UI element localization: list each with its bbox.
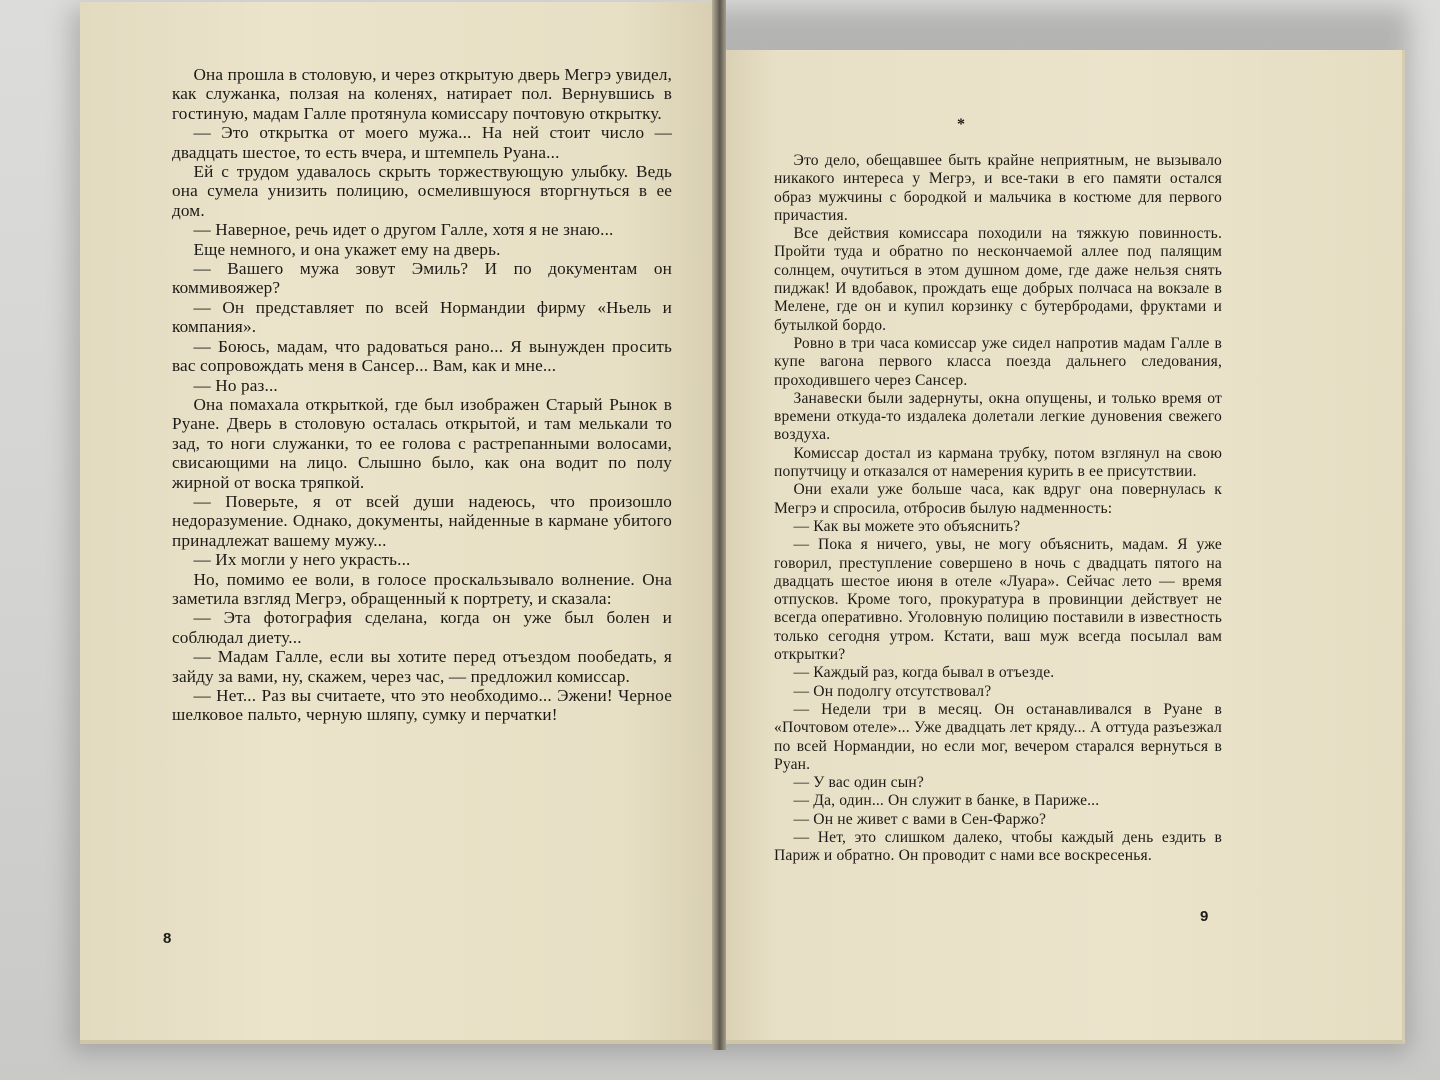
paragraph: — Да, один... Он служит в банке, в Париже...	[793, 792, 1100, 810]
paragraph: — Нет, это слишком далеко, чтобы каждый день ездить в Париж и обратно. Он проводит с нами все воскресенья.	[774, 828, 1222, 865]
paragraph: — Наверное, речь идет о другом Галле, хотя я не знаю...	[193, 220, 614, 240]
paragraph: — Вашего мужа зовут Эмиль? И по документам он коммивояжер?	[172, 259, 672, 298]
right-page	[722, 50, 1405, 1044]
paragraph: Комиссар достал из кармана трубку, потом взглянул на свою попутчицу и отказался от намерения курить в ее присутствии.	[774, 444, 1222, 481]
paragraph: — Он не живет с вами в Сен-Фаржо?	[793, 810, 1047, 828]
paragraph: — Мадам Галле, если вы хотите перед отъездом пообедать, я зайду за вами, ну, скажем, через час, — предложил комиссар.	[172, 647, 672, 686]
section-separator: *	[957, 116, 965, 133]
paragraph: — Эта фотография сделана, когда он уже был болен и соблюдал диету...	[172, 608, 672, 647]
paragraph: — Пока я ничего, увы, не могу объяснить, мадам. Я уже говорил, преступление совершено в ночь с двадцать пятого на двадцать шестое июня в отеле «Луара». Сейчас лето — время отпусков. Кроме того, прокуратура в провинции действует не всегда оперативно. Уголовную полицию поставили в известность только сегодня утром. Кстати, ваш муж всегда посылал вам открытки?	[774, 536, 1222, 664]
paragraph: Она прошла в столовую, и через открытую дверь Мегрэ увидел, как служанка, ползая на коленях, натирает пол. Вернувшись в гостиную, мадам Галле протянула комиссару почтовую открытку.	[172, 65, 672, 123]
paragraph: Это дело, обещавшее быть крайне неприятным, не вызывало никакого интереса у Мегрэ, и все-таки в его памяти остался образ мужчины с бородкой и мальчика в костюме для первого причастия.	[774, 152, 1222, 224]
paragraph: — Как вы можете это объяснить?	[793, 517, 1021, 535]
paragraph: — Нет... Раз вы считаете, что это необходимо... Эжени! Черное шелковое пальто, черную шляпу, сумку и перчатки!	[172, 686, 672, 725]
page-number-left: 8	[163, 930, 172, 947]
paragraph: — Боюсь, мадам, что радоваться рано... Я вынужден просить вас сопровождать меня в Сансер... Вам, как и мне...	[172, 336, 672, 376]
paragraph: Она помахала открыткой, где был изображен Старый Рынок в Руане. Дверь в столовую осталась открытой, и там мелькали то зад, то ноги служанки, то ее голова с растрепанными волосами, свисающими на лицо. Слышно было, как она водит по полу жирной от воска тряпкой.	[172, 394, 672, 492]
right-page-text	[774, 152, 1222, 866]
paragraph: Ровно в три часа комиссар уже сидел напротив мадам Галле в купе вагона первого класса поезда дальнего следования, проходившего через Сансер.	[774, 334, 1222, 389]
paragraph: — Это открытка от моего мужа... На ней стоит число — двадцать шестое, то есть вчера, и штемпель Руана...	[172, 123, 672, 162]
paragraph: — Он представляет по всей Нормандии фирму «Ньель и компания».	[172, 297, 672, 337]
paragraph: — Их могли у него украсть...	[193, 550, 411, 570]
paragraph: Еще немного, и она укажет ему на дверь.	[193, 239, 501, 259]
paragraph: — Он подолгу отсутствовал?	[793, 682, 992, 700]
book-gutter	[712, 0, 726, 1050]
paragraph: Занавески были задернуты, окна опущены, и только время от времени откуда-то издалека долетали легкие дуновения свежего воздуха.	[774, 389, 1222, 444]
left-page	[80, 2, 716, 1044]
paragraph: — Каждый раз, когда бывал в отъезде.	[793, 664, 1055, 682]
paragraph: Они ехали уже больше часа, как вдруг она повернулась к Мегрэ и спросила, отбросив былую надменность:	[774, 481, 1222, 517]
paragraph: — Недели три в месяц. Он останавливался в Руане в «Почтовом отеле»... Уже двадцать лет кряду... А оттуда разъезжал по всей Нормандии, но если мог, вечером старался вернуться в Руан.	[774, 700, 1222, 773]
paragraph: Все действия комиссара походили на тяжкую повинность. Пройти туда и обратно по нескончаемой аллее под палящим солнцем, очутиться в этом душном доме, где даже нельзя снять пиджак! И вдобавок, прождать еще добрых полчаса на вокзале в Мелене, где он и купил корзинку с бутербродами, фруктами и бутылкой бордо.	[774, 225, 1222, 334]
paragraph: — Поверьте, я от всей души надеюсь, что произошло недоразумение. Однако, документы, найденные в кармане убитого принадлежат вашему мужу...	[172, 491, 672, 550]
paragraph: — Но раз...	[193, 375, 278, 395]
left-page-text	[172, 65, 672, 725]
paragraph: Ей с трудом удавалось скрыть торжествующую улыбку. Ведь она сумела унизить полицию, осмелившуюся вторгнуться в ее дом.	[172, 162, 672, 220]
page-number-right: 9	[1200, 908, 1209, 925]
paragraph: — У вас один сын?	[793, 774, 924, 792]
paragraph: Но, помимо ее воли, в голосе проскальзывало волнение. Она заметила взгляд Мегрэ, обращенный к портрету, и сказала:	[172, 569, 672, 608]
